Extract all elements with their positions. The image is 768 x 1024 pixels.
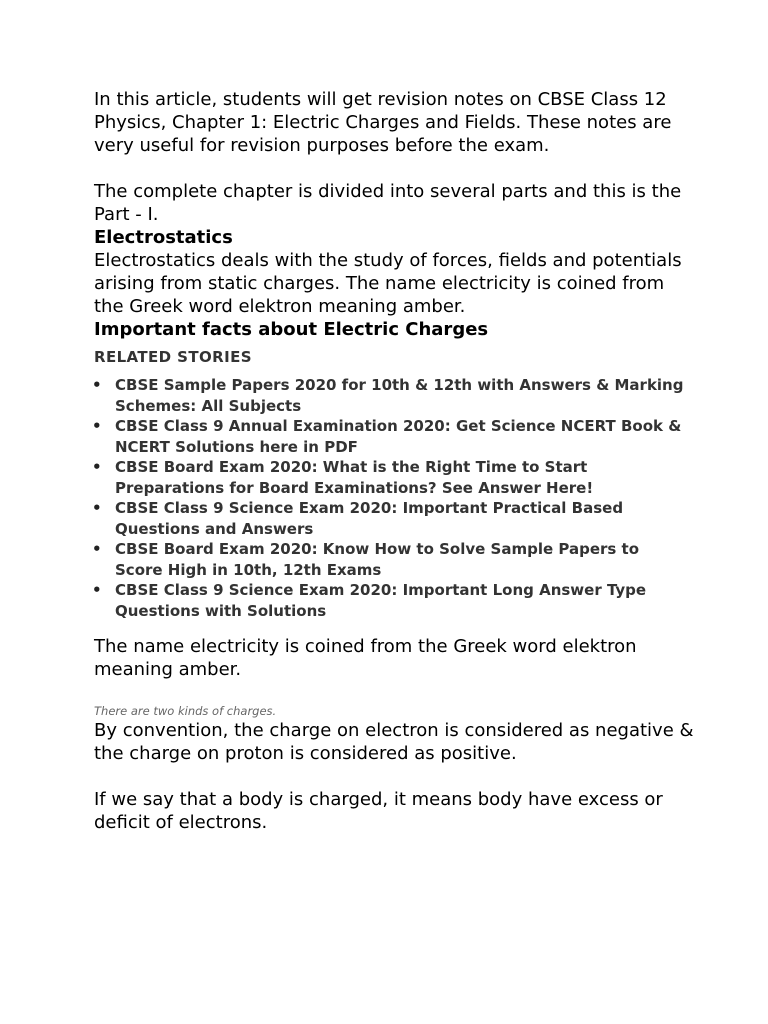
related-story-title[interactable]: CBSE Class 9 Science Exam 2020: Important Long Answer Type Questions with Solutions	[115, 581, 647, 620]
bullet-icon: •	[92, 417, 102, 435]
bullet-icon: •	[92, 376, 102, 394]
related-story-title[interactable]: CBSE Class 9 Science Exam 2020: Important Practical Based Questions and Answers	[115, 499, 624, 538]
parts-paragraph: The complete chapter is divided into several parts and this is the Part - I.	[94, 181, 682, 225]
related-story-link[interactable]	[94, 416, 684, 457]
related-story-link[interactable]	[94, 375, 684, 416]
bullet-icon: •	[92, 458, 102, 476]
related-story-link[interactable]	[94, 498, 684, 539]
related-story-title[interactable]: CBSE Class 9 Annual Examination 2020: Get Science NCERT Book & NCERT Solutions here in PDF	[115, 417, 682, 456]
related-stories-list	[94, 375, 684, 621]
intro-paragraph: In this article, students will get revision notes on CBSE Class 12 Physics, Chapter 1: Electric Charges and Fields. These notes are very useful for revision purposes before the exam.	[94, 89, 672, 156]
related-story-link[interactable]	[94, 539, 684, 580]
related-story-title[interactable]: CBSE Board Exam 2020: What is the Right Time to Start Preparations for Board Examinations? See Answer Here!	[115, 458, 594, 497]
related-story-title[interactable]: CBSE Board Exam 2020: Know How to Solve Sample Papers to Score High in 10th, 12th Exams	[115, 540, 640, 579]
fact-electricity-name: The name electricity is coined from the Greek word elektron meaning amber.	[94, 636, 637, 680]
bullet-icon: •	[92, 581, 102, 599]
fact-charge-convention: By convention, the charge on electron is considered as negative & the charge on proton is considered as positive.	[94, 720, 694, 764]
bullet-icon: •	[92, 499, 102, 517]
related-story-link[interactable]	[94, 580, 684, 621]
article-body	[94, 88, 694, 834]
electric-charges-heading: Important facts about Electric Charges	[94, 319, 489, 340]
related-stories-label: RELATED STORIES	[94, 348, 252, 366]
electrostatics-paragraph: Electrostatics deals with the study of forces, fields and potentials arising from static charges. The name electricity is coined from the Greek word elektron meaning amber.	[94, 250, 682, 317]
charges-caption: There are two kinds of charges.	[94, 704, 277, 718]
related-story-link[interactable]	[94, 457, 684, 498]
related-story-title[interactable]: CBSE Sample Papers 2020 for 10th & 12th with Answers & Marking Schemes: All Subjects	[115, 376, 684, 415]
fact-charged-body: If we say that a body is charged, it means body have excess or deficit of electrons.	[94, 789, 663, 833]
electrostatics-heading: Electrostatics	[94, 227, 233, 248]
bullet-icon: •	[92, 540, 102, 558]
